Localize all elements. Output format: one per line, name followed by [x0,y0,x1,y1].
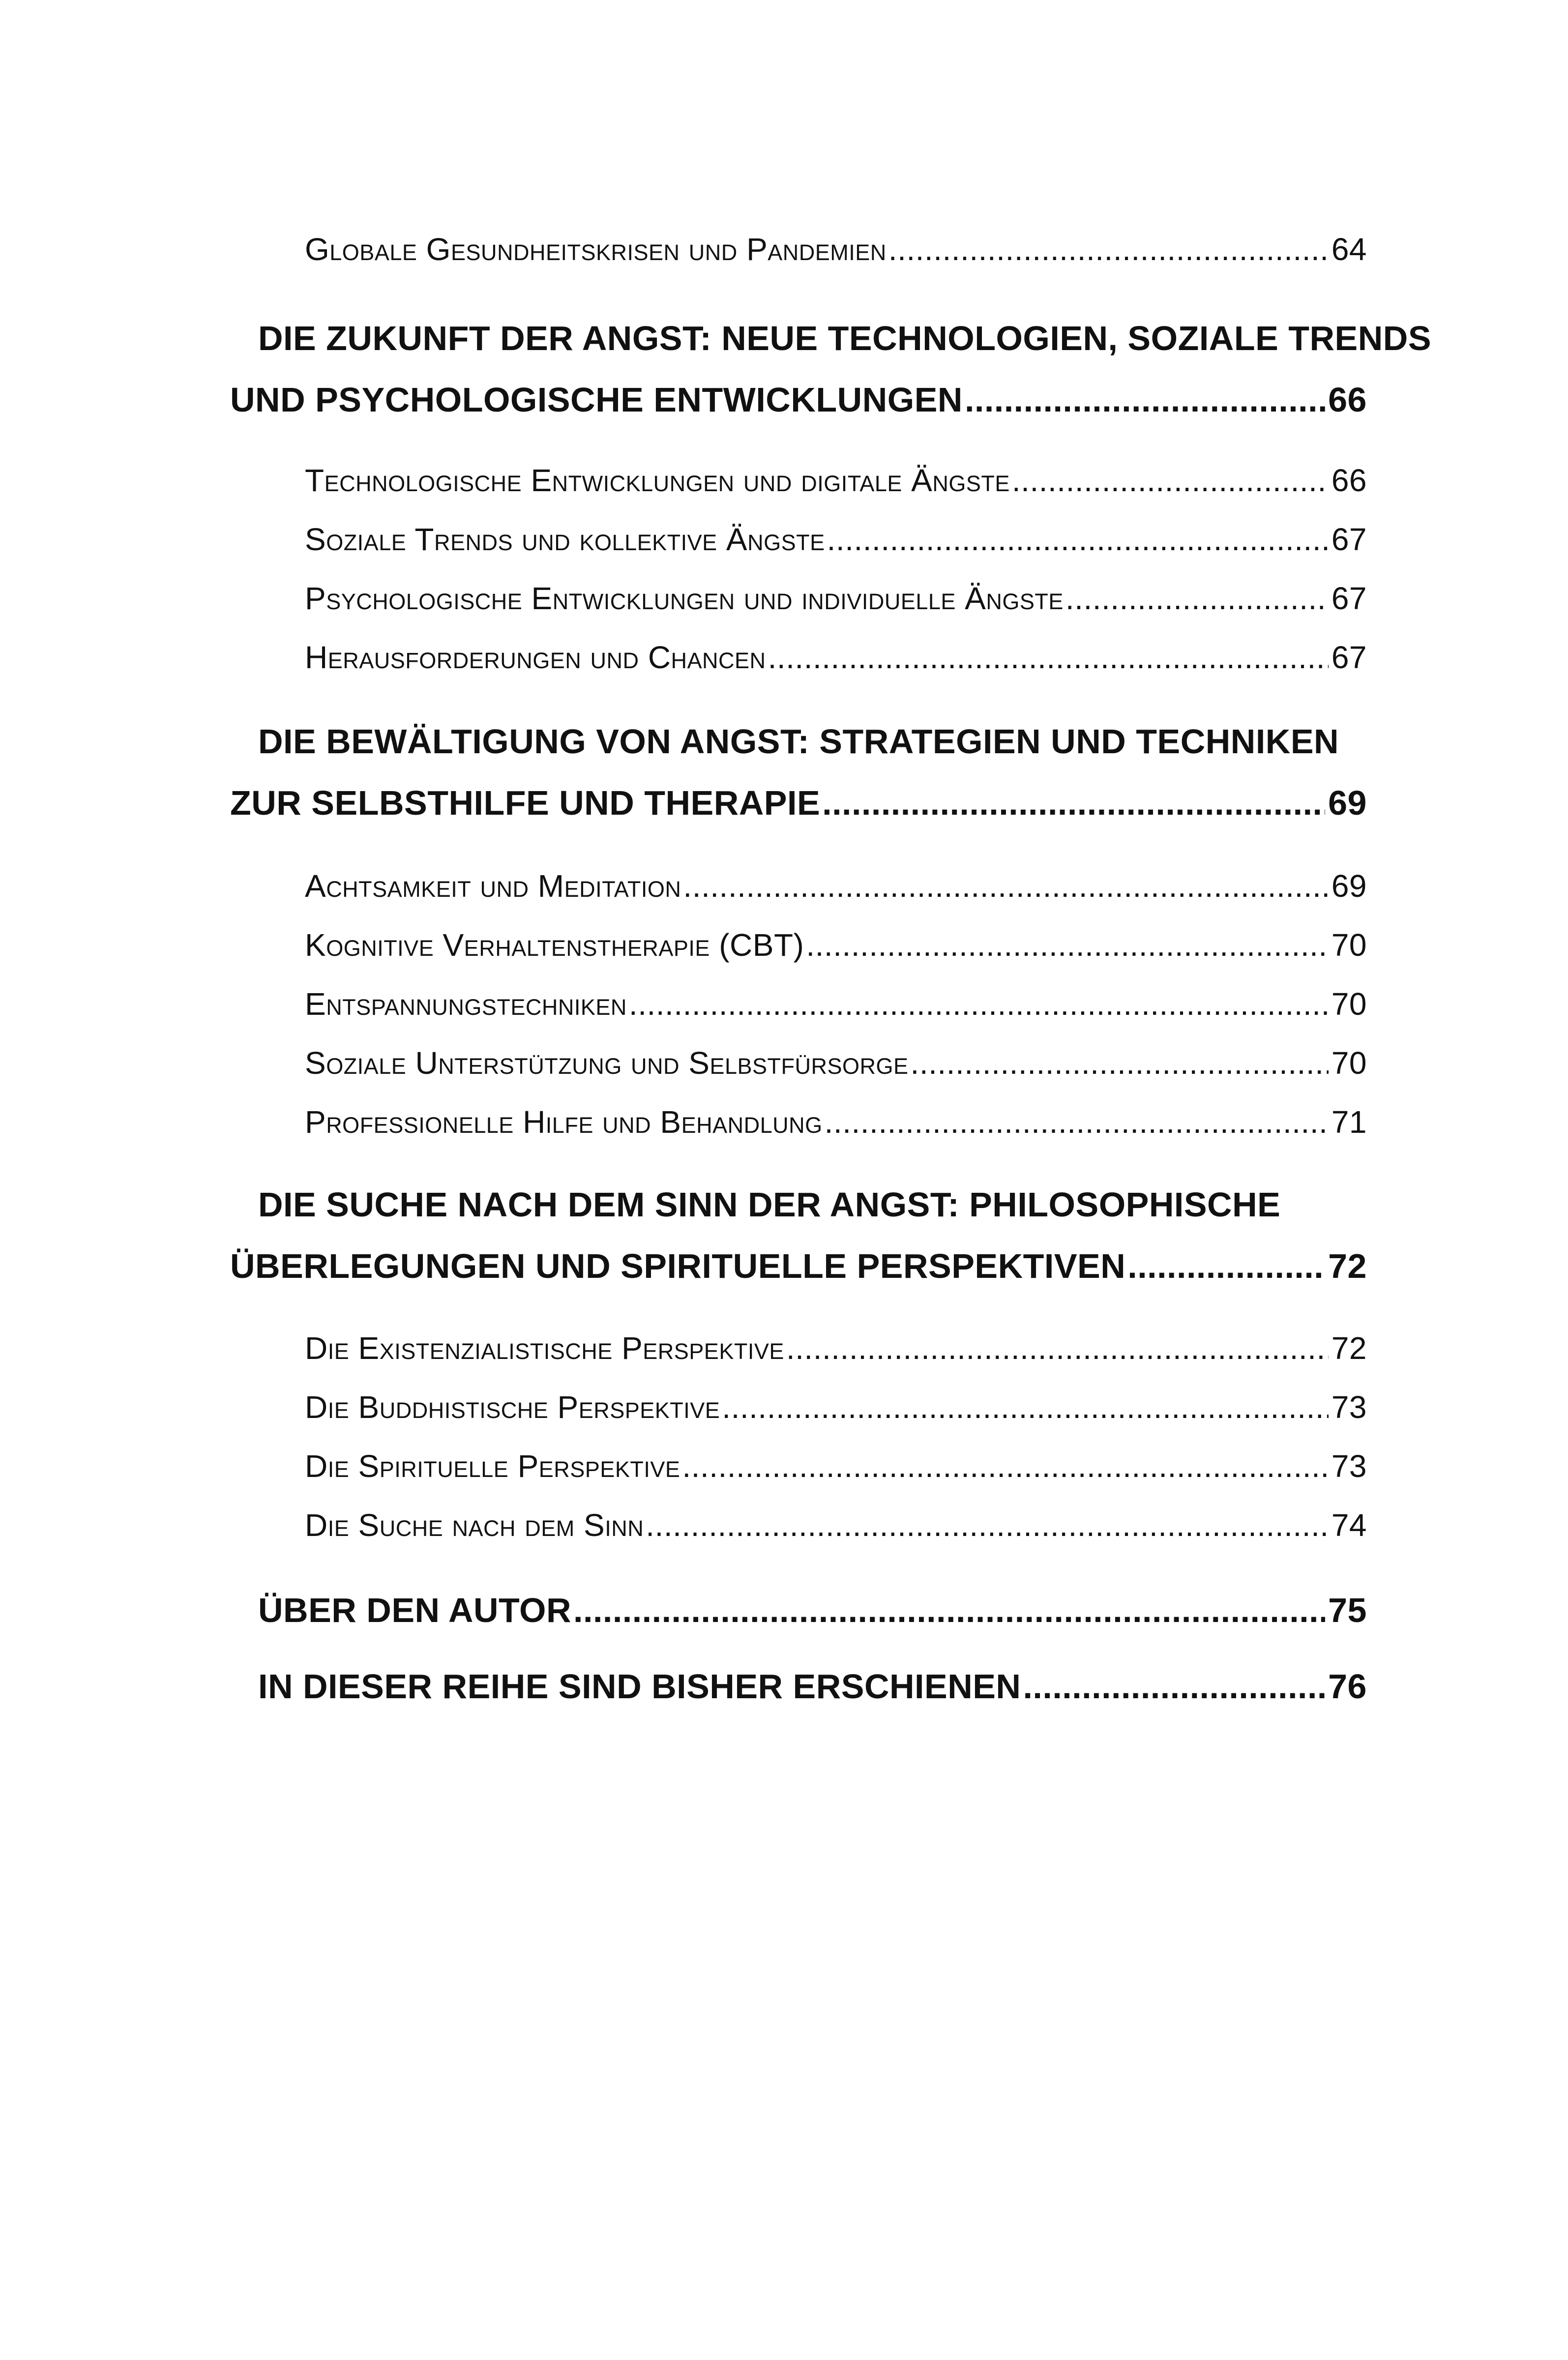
toc-leader-dots [965,380,1325,419]
toc-leader-dots [646,1507,1329,1543]
toc-leader-dots [1127,1246,1325,1286]
toc-entry-page: 70 [1331,1045,1367,1081]
toc-entry-page: 72 [1331,1330,1367,1366]
toc-entry-page: 64 [1331,232,1367,267]
toc-entry-title: Globale Gesundheitskrisen und Pandemien [305,232,887,267]
toc-entry-page: 67 [1331,640,1367,675]
toc-entry-page: 70 [1331,986,1367,1022]
toc-chapter-title-line1: DIE SUCHE NACH DEM SINN DER ANGST: PHILOSOPHISCHE [258,1185,1281,1224]
toc-chapter-title-line1: DIE BEWÄLTIGUNG VON ANGST: STRATEGIEN UND TECHNIKEN [258,722,1339,761]
toc-leader-dots [806,927,1328,963]
toc-leader-dots [629,986,1329,1022]
toc-entry-title: Soziale Unterstützung und Selbstfürsorge [305,1045,909,1081]
toc-entry-title: Die Spirituelle Perspektive [305,1448,680,1484]
toc-chapter-page: 69 [1328,784,1367,822]
toc-entry-title: Die Buddhistische Perspektive [305,1389,720,1425]
toc-entry-page: 67 [1331,581,1367,616]
toc-leader-dots [768,639,1329,676]
toc-leader-dots [1023,1667,1325,1706]
toc-leader-dots [683,868,1328,904]
toc-entry-title: Technologische Entwicklungen und digitale Ängste [305,463,1010,498]
toc-entry-title: Entspannungstechniken [305,986,627,1022]
toc-chapter-title-line2: UND PSYCHOLOGISCHE ENTWICKLUNGEN [230,381,963,419]
toc-entry-title: Professionelle Hilfe und Behandlung [305,1104,823,1140]
toc-leader-dots [822,783,1325,823]
toc-entry-page: 67 [1331,522,1367,557]
toc-leader-dots [911,1045,1329,1081]
toc-chapter-title: IN DIESER REIHE SIND BISHER ERSCHIENEN [258,1667,1021,1706]
toc-leader-dots [682,1448,1328,1484]
toc-leader-dots [888,231,1329,267]
toc-chapter-page: 75 [1328,1591,1367,1629]
toc-chapter-title-line2: ÜBERLEGUNGEN UND SPIRITUELLE PERSPEKTIVEN [230,1247,1126,1285]
toc-chapter-page: 72 [1328,1247,1367,1285]
toc-entry-title: Soziale Trends und kollektive Ängste [305,522,825,557]
toc-entry-page: 73 [1331,1389,1367,1425]
toc-chapter-title-line1: DIE ZUKUNFT DER ANGST: NEUE TECHNOLOGIEN, SOZIALE TRENDS [258,319,1432,357]
toc-leader-dots [1012,462,1329,499]
toc-entry-page: 73 [1331,1448,1367,1484]
toc-leader-dots [722,1389,1329,1425]
toc-leader-dots [786,1330,1329,1366]
toc-leader-dots [827,521,1329,558]
toc-leader-dots [573,1591,1325,1630]
toc-entry-title: Die Existenzialistische Perspektive [305,1330,784,1366]
toc-chapter-page: 76 [1328,1667,1367,1706]
toc-leader-dots [825,1104,1329,1140]
toc-entry-page: 69 [1331,868,1367,904]
toc-chapter-page: 66 [1328,381,1367,419]
toc-entry-page: 66 [1331,463,1367,498]
toc-chapter-title-line2: ZUR SELBSTHILFE UND THERAPIE [230,784,821,822]
toc-entry-title: Psychologische Entwicklungen und individuelle Ängste [305,581,1064,616]
toc-entry-title: Herausforderungen und Chancen [305,640,766,675]
toc-chapter-title: ÜBER DEN AUTOR [258,1591,572,1629]
toc-entry-page: 70 [1331,927,1367,963]
toc-entry-title: Kognitive Verhaltenstherapie (CBT) [305,927,804,963]
toc-entry-title: Achtsamkeit und Meditation [305,868,681,904]
toc-leader-dots [1065,580,1329,617]
toc-entry-page: 71 [1331,1104,1367,1140]
toc-entry-title: Die Suche nach dem Sinn [305,1507,644,1543]
toc-entry-page: 74 [1331,1507,1367,1543]
